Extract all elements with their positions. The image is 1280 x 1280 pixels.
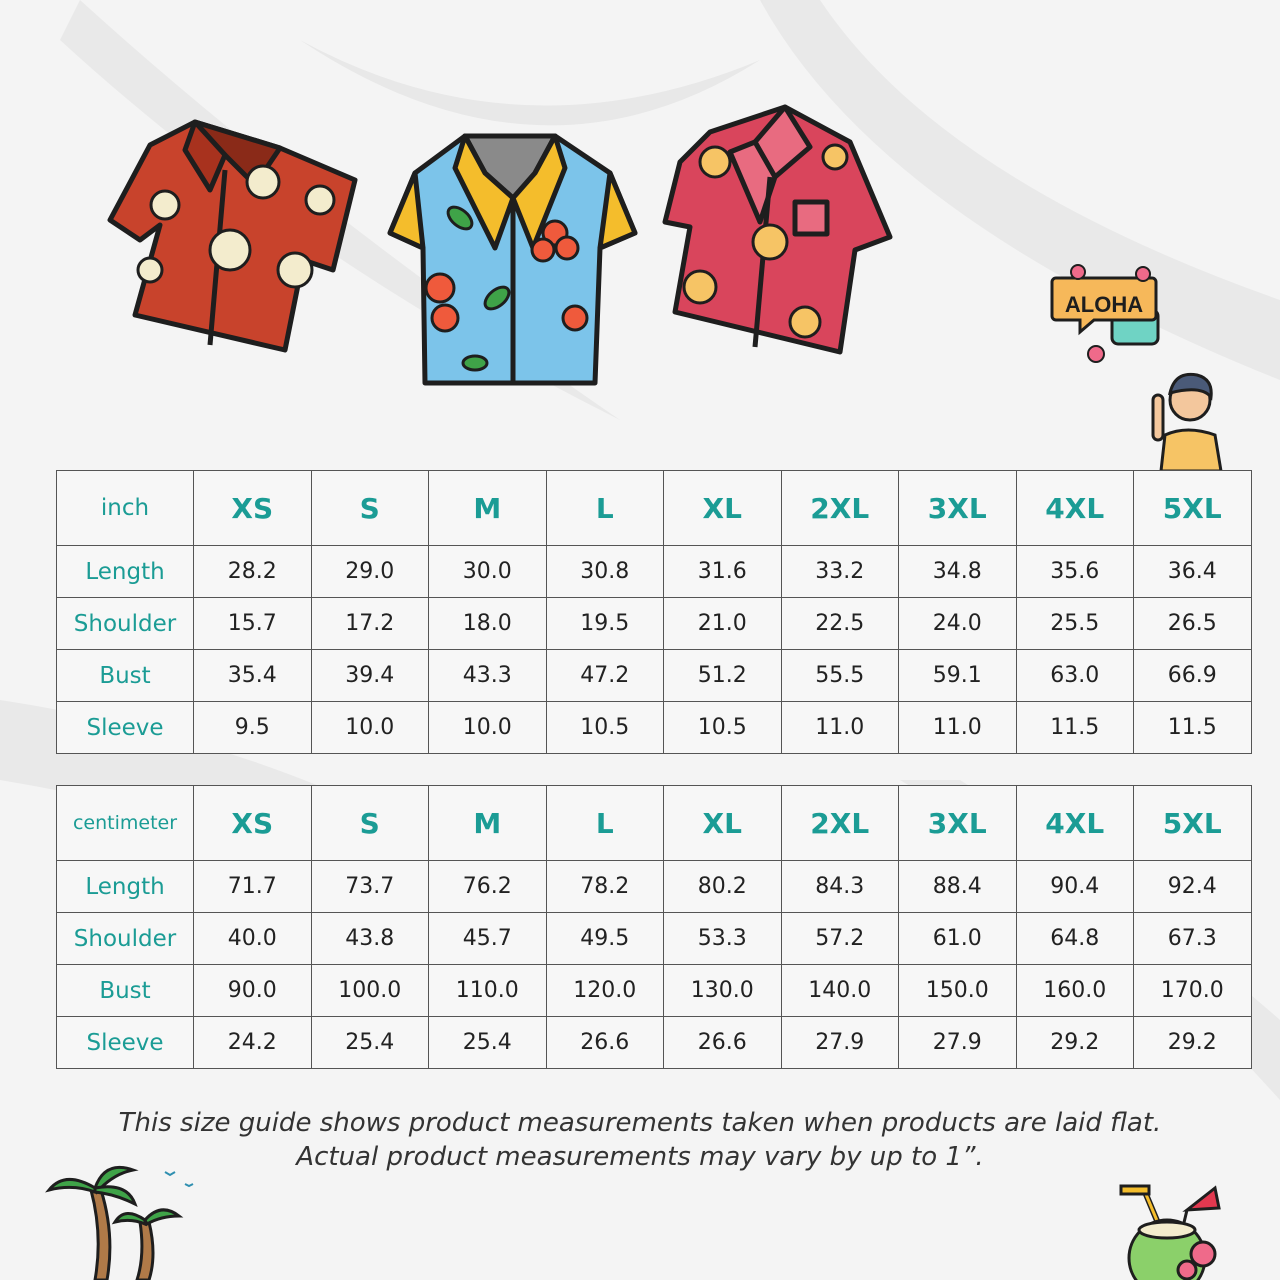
size-header: 4XL: [1016, 786, 1134, 861]
value-cell: 43.3: [429, 650, 547, 702]
value-cell: 160.0: [1016, 965, 1134, 1017]
value-cell: 30.8: [546, 546, 664, 598]
value-cell: 36.4: [1134, 546, 1252, 598]
row-label: Sleeve: [57, 1017, 194, 1069]
value-cell: 27.9: [899, 1017, 1017, 1069]
value-cell: 26.6: [664, 1017, 782, 1069]
value-cell: 51.2: [664, 650, 782, 702]
row-label: Sleeve: [57, 702, 194, 754]
value-cell: 26.5: [1134, 598, 1252, 650]
value-cell: 30.0: [429, 546, 547, 598]
value-cell: 11.5: [1134, 702, 1252, 754]
value-cell: 45.7: [429, 913, 547, 965]
value-cell: 29.2: [1134, 1017, 1252, 1069]
value-cell: 67.3: [1134, 913, 1252, 965]
value-cell: 76.2: [429, 861, 547, 913]
value-cell: 120.0: [546, 965, 664, 1017]
note-line-1: This size guide shows product measurements taken when products are laid flat.: [118, 1108, 1162, 1138]
size-header: XL: [664, 471, 782, 546]
value-cell: 35.6: [1016, 546, 1134, 598]
size-header: 5XL: [1134, 786, 1252, 861]
value-cell: 140.0: [781, 965, 899, 1017]
value-cell: 33.2: [781, 546, 899, 598]
value-cell: 63.0: [1016, 650, 1134, 702]
size-header: M: [429, 786, 547, 861]
size-header: XL: [664, 786, 782, 861]
value-cell: 49.5: [546, 913, 664, 965]
table-row: [57, 598, 1252, 650]
value-cell: 40.0: [194, 913, 312, 965]
value-cell: 28.2: [194, 546, 312, 598]
table-row: [57, 650, 1252, 702]
value-cell: 34.8: [899, 546, 1017, 598]
blue-hawaiian-shirt-icon: [385, 128, 640, 388]
value-cell: 10.0: [429, 702, 547, 754]
row-label: Bust: [57, 965, 194, 1017]
value-cell: 25.4: [429, 1017, 547, 1069]
size-header: M: [429, 471, 547, 546]
size-header: XS: [194, 786, 312, 861]
value-cell: 78.2: [546, 861, 664, 913]
note-line-2: Actual product measurements may vary by up to 1”.: [296, 1142, 984, 1172]
value-cell: 19.5: [546, 598, 664, 650]
value-cell: 21.0: [664, 598, 782, 650]
row-label: Bust: [57, 650, 194, 702]
value-cell: 26.6: [546, 1017, 664, 1069]
value-cell: 17.2: [311, 598, 429, 650]
value-cell: 22.5: [781, 598, 899, 650]
value-cell: 11.5: [1016, 702, 1134, 754]
unit-label: inch: [57, 471, 194, 546]
value-cell: 10.5: [664, 702, 782, 754]
value-cell: 90.0: [194, 965, 312, 1017]
waving-man-icon: [1145, 365, 1230, 471]
value-cell: 110.0: [429, 965, 547, 1017]
value-cell: 39.4: [311, 650, 429, 702]
value-cell: 18.0: [429, 598, 547, 650]
size-header: L: [546, 786, 664, 861]
size-header: 2XL: [781, 471, 899, 546]
value-cell: 11.0: [899, 702, 1017, 754]
row-label: Shoulder: [57, 913, 194, 965]
table-row: [57, 965, 1252, 1017]
value-cell: 31.6: [664, 546, 782, 598]
value-cell: 29.0: [311, 546, 429, 598]
value-cell: 25.4: [311, 1017, 429, 1069]
value-cell: 170.0: [1134, 965, 1252, 1017]
value-cell: 80.2: [664, 861, 782, 913]
inch-size-table: [56, 470, 1252, 754]
table-row: [57, 546, 1252, 598]
pink-hawaiian-shirt-icon: [660, 102, 895, 357]
size-header: 4XL: [1016, 471, 1134, 546]
palm-trees-icon: [45, 1160, 215, 1280]
value-cell: 130.0: [664, 965, 782, 1017]
size-header: 5XL: [1134, 471, 1252, 546]
size-header: 3XL: [899, 471, 1017, 546]
value-cell: 71.7: [194, 861, 312, 913]
aloha-speech-bubble-icon: [1050, 262, 1165, 372]
value-cell: 24.0: [899, 598, 1017, 650]
size-header: S: [311, 786, 429, 861]
value-cell: 150.0: [899, 965, 1017, 1017]
value-cell: 27.9: [781, 1017, 899, 1069]
value-cell: 88.4: [899, 861, 1017, 913]
aloha-text: ALOHA: [1064, 292, 1144, 317]
row-label: Shoulder: [57, 598, 194, 650]
value-cell: 47.2: [546, 650, 664, 702]
value-cell: 84.3: [781, 861, 899, 913]
value-cell: 24.2: [194, 1017, 312, 1069]
size-header: 3XL: [899, 786, 1017, 861]
centimeter-header-row: [57, 786, 1252, 861]
value-cell: 55.5: [781, 650, 899, 702]
coconut-drink-icon: [1115, 1180, 1225, 1280]
value-cell: 35.4: [194, 650, 312, 702]
value-cell: 10.5: [546, 702, 664, 754]
value-cell: 9.5: [194, 702, 312, 754]
table-row: [57, 702, 1252, 754]
value-cell: 100.0: [311, 965, 429, 1017]
centimeter-size-table: [56, 785, 1252, 1069]
value-cell: 11.0: [781, 702, 899, 754]
table-row: [57, 913, 1252, 965]
value-cell: 29.2: [1016, 1017, 1134, 1069]
value-cell: 53.3: [664, 913, 782, 965]
value-cell: 15.7: [194, 598, 312, 650]
value-cell: 90.4: [1016, 861, 1134, 913]
size-header: XS: [194, 471, 312, 546]
table-row: [57, 861, 1252, 913]
size-header: L: [546, 471, 664, 546]
value-cell: 25.5: [1016, 598, 1134, 650]
value-cell: 66.9: [1134, 650, 1252, 702]
value-cell: 59.1: [899, 650, 1017, 702]
inch-header-row: [57, 471, 1252, 546]
row-label: Length: [57, 861, 194, 913]
value-cell: 57.2: [781, 913, 899, 965]
value-cell: 10.0: [311, 702, 429, 754]
value-cell: 92.4: [1134, 861, 1252, 913]
row-label: Length: [57, 546, 194, 598]
value-cell: 64.8: [1016, 913, 1134, 965]
red-hawaiian-shirt-icon: [105, 110, 360, 355]
table-row: [57, 1017, 1252, 1069]
value-cell: 61.0: [899, 913, 1017, 965]
unit-label: centimeter: [57, 786, 194, 861]
value-cell: 43.8: [311, 913, 429, 965]
value-cell: 73.7: [311, 861, 429, 913]
size-header: 2XL: [781, 786, 899, 861]
size-header: S: [311, 471, 429, 546]
